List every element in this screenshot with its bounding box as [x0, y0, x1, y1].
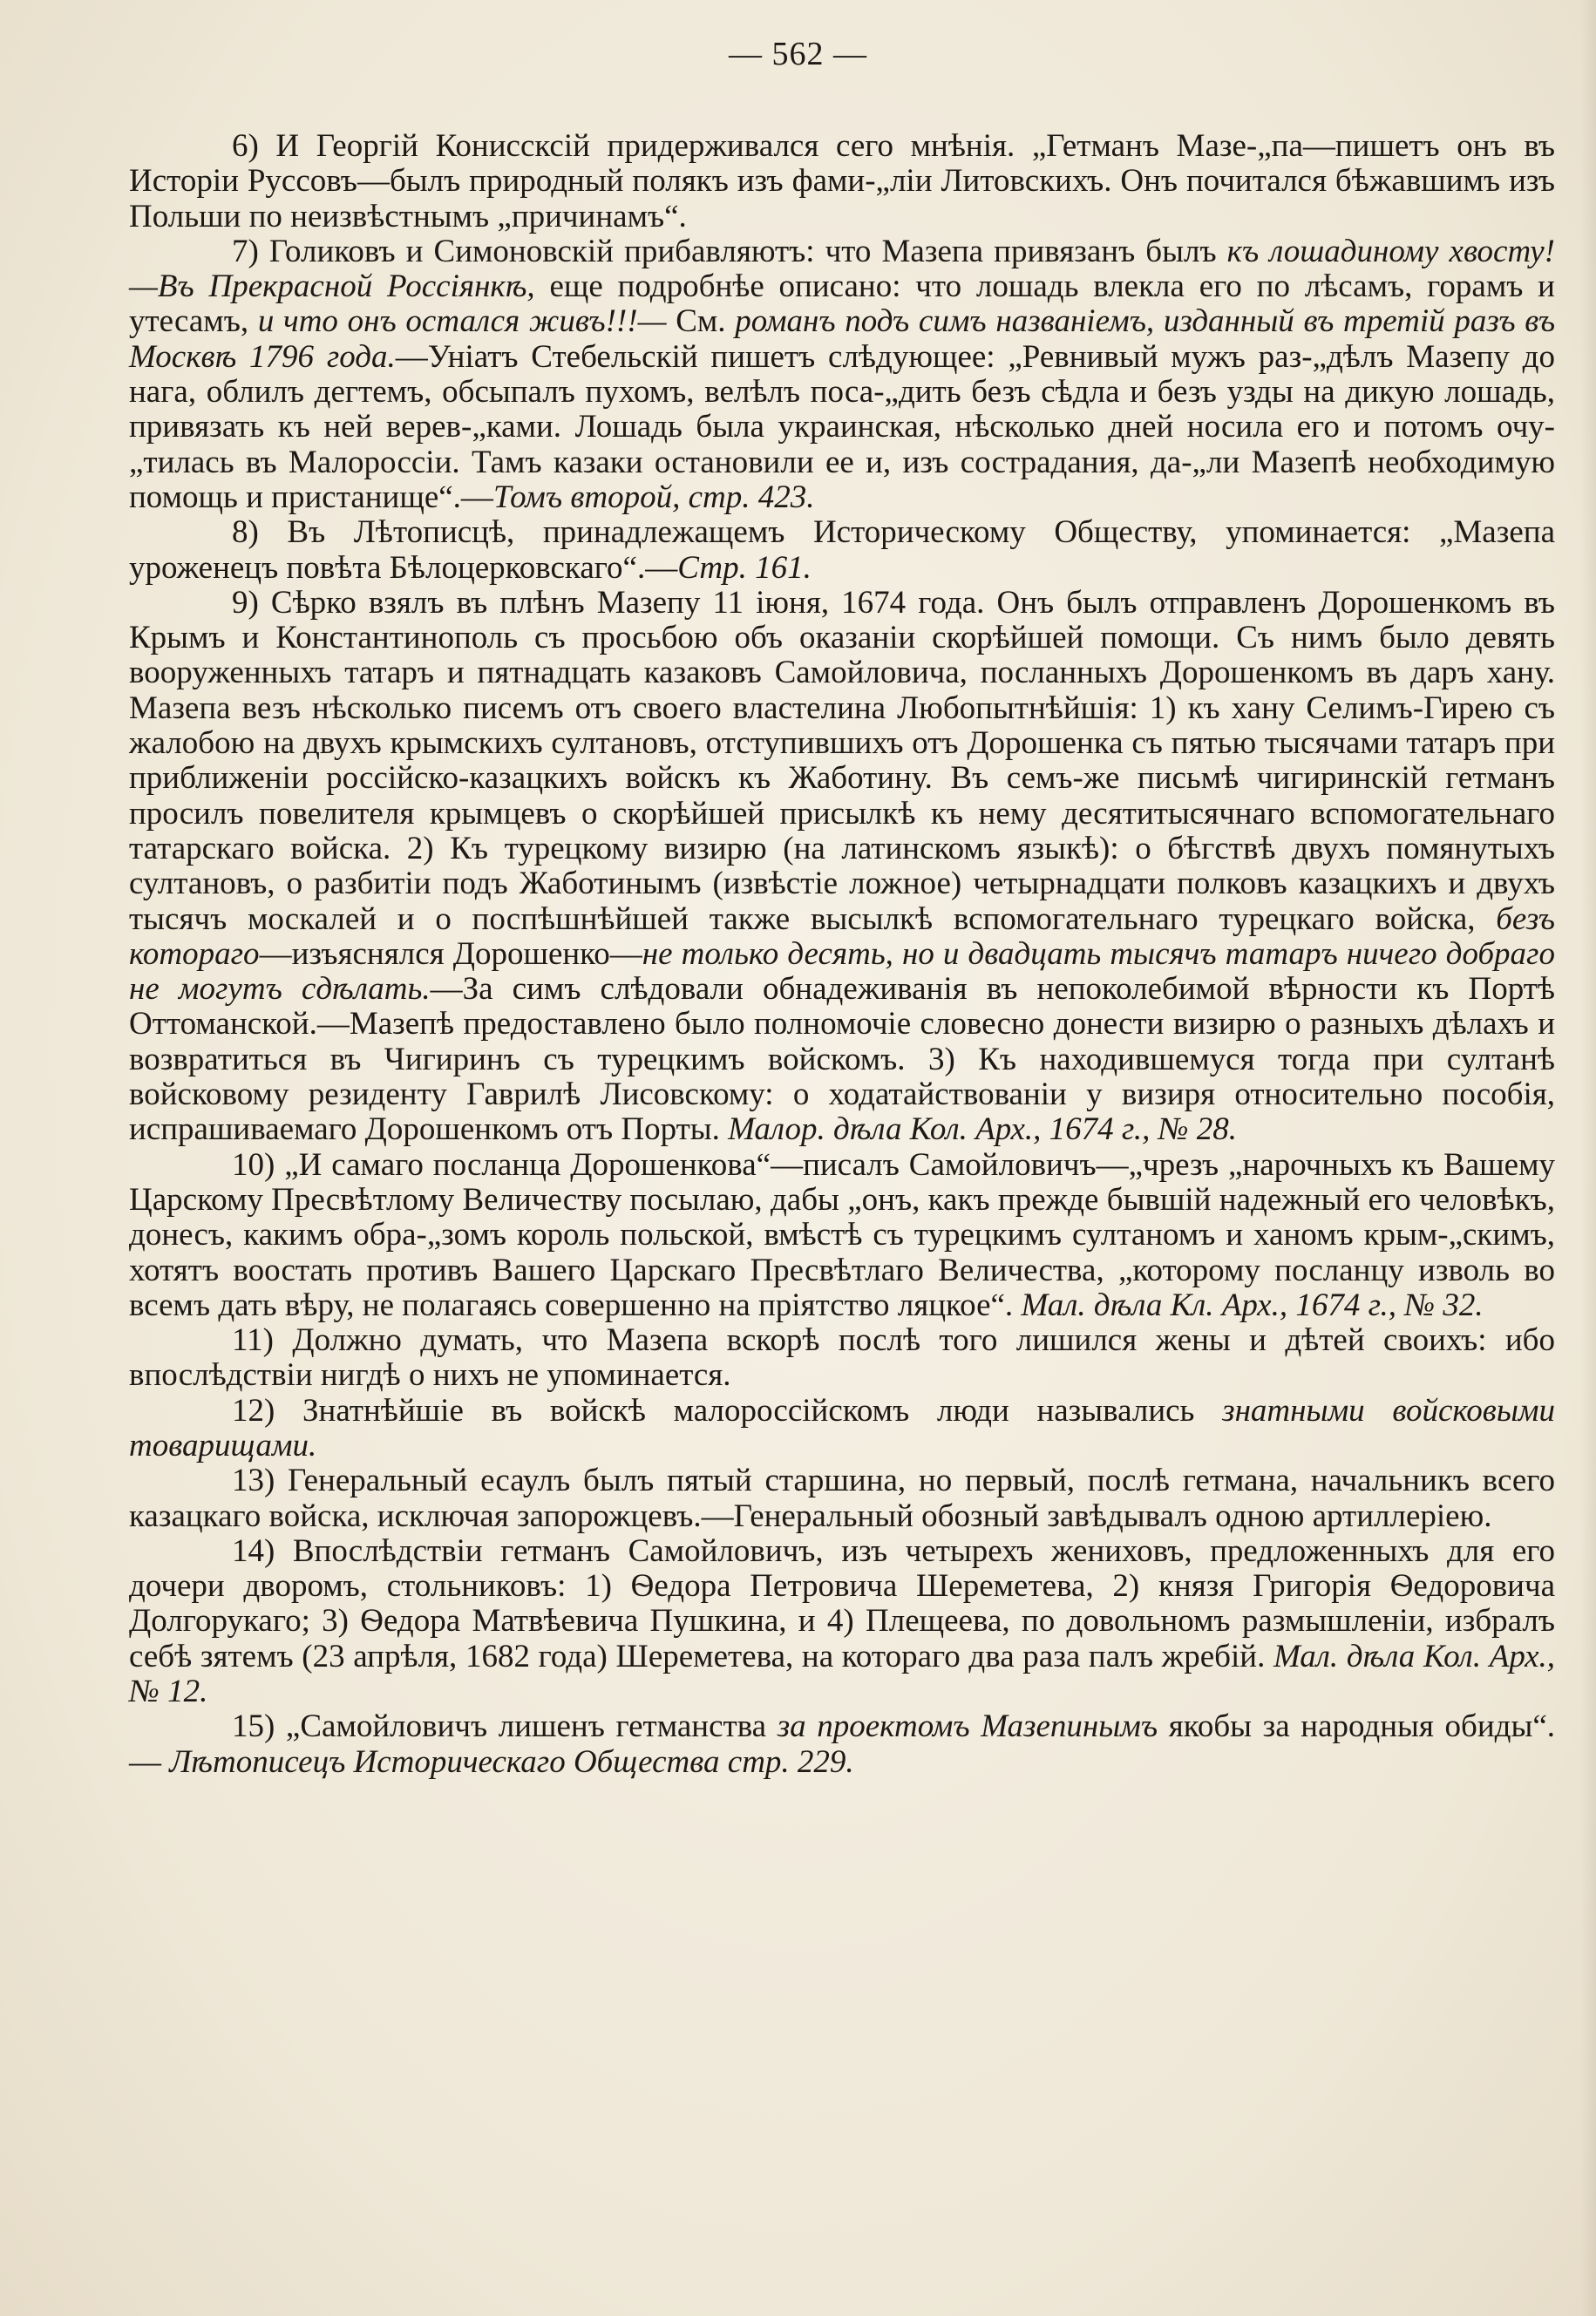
footnote-text: 10) „И самаго посланца Дорошенкова“—писалъ Самойловичъ—„чрезъ „нарочныхъ къ Вашему Царскому Пресвѣтлому Величеству посылаю, дабы „онъ, какъ прежде бывшій надежный его человѣкъ, донесъ, какимъ обра-„зомъ король польской, вмѣстѣ съ турецкимъ султаномъ и ханомъ крым-„скимъ, хотятъ воостать противъ Вашего Царскаго Пресвѣтлаго Величества, „которому посланцу изволь во всемъ дать вѣру, не полагаясь совершенно на пріятство ляцкое“.: [129, 1146, 1555, 1323]
citation-italic: Томъ второй, стр. 423.: [492, 479, 815, 515]
citation-italic: Лѣтописецъ Историческаго Общества стр. 229.: [169, 1743, 854, 1780]
footnote-11: [129, 1323, 1555, 1394]
footnote-text: 12) Знатнѣйшіе въ войскѣ малороссійскомъ люди назывались: [232, 1392, 1223, 1429]
footnote-8: [129, 515, 1555, 586]
citation-italic: знатными войсковыми товарищами.: [129, 1392, 1555, 1464]
footnote-12: [129, 1394, 1555, 1464]
citation-italic: Малор. дѣла Кол. Арх., 1674 г., № 28.: [728, 1111, 1237, 1148]
footnote-text: —Уніатъ Стебельскій пишетъ слѣдующее: „Ревнивый мужъ раз-„дѣлъ Мазепу до нага, облилъ дегтемъ, обсыпалъ пухомъ, велѣлъ поса-„дить безъ сѣдла и безъ узды на дикую лошадь, привязать къ ней верев-„ками. Лошадь была украинская, нѣсколько дней носила его и потомъ очу-„тилась въ Малороссіи. Тамъ казаки остановили ее и, изъ сострадания, да-„ли Мазепѣ необходимую помощь и пристанище“.—: [129, 338, 1555, 515]
footnote-text: См.: [666, 303, 736, 340]
footnote-text: —За симъ слѣдовали обнадеживанія въ непоколебимой вѣрности къ Портѣ Оттоманской.—Мазепѣ предоставлено было полномочіе словесно донести визирю о разныхъ дѣлахъ и возвратиться въ Чигиринъ съ турецкимъ войскомъ. 3) Къ находившемуся тогда при султанѣ войсковому резиденту Гаврилѣ Лисовскому: о ходатайствованіи у визиря относительно пособія, испрашиваемаго Дорошенкомъ отъ Порты.: [129, 971, 1555, 1148]
page-edge-shadow: [1580, 0, 1596, 2316]
footnote-text: 13) Генеральный есаулъ былъ пятый старшина, но первый, послѣ гетмана, начальникъ всего казацкаго войска, исключая запорожцевъ.—Генеральный обозный завѣдывалъ одною артиллеріею.: [129, 1463, 1555, 1534]
citation-italic: Мал. дѣла Кол. Арх., № 12.: [129, 1638, 1555, 1710]
footnote-text: —изъяснялся Дорошенко—: [259, 935, 642, 972]
footnote-15: [129, 1709, 1555, 1780]
citation-italic: Мал. дѣла Кл. Арх., 1674 г., № 32.: [1021, 1287, 1484, 1323]
footnote-text: 14) Впослѣдствіи гетманъ Самойловичъ, изъ четырехъ жениховъ, предложенныхъ для его дочери дворомъ, стольниковъ: 1) Ѳедора Петровича Шереметева, 2) князя Григорія Ѳедоровича Долгорукаго; 3) Ѳедора Матвѣевича Пушкина, и 4) Плещеева, по довольномъ размышленіи, избралъ себѣ зятемъ (23 апрѣля, 1682 года) Шереметева, на котораго два раза палъ жребій.: [129, 1532, 1555, 1674]
footnote-6: [129, 129, 1555, 234]
notes-column: [129, 129, 1555, 1780]
footnote-text: якобы за народныя обиды“. —: [129, 1708, 1556, 1780]
footnote-13: [129, 1464, 1555, 1534]
citation-italic: Стр. 161.: [677, 549, 812, 586]
footnote-10: [129, 1148, 1555, 1323]
citation-italic: романъ подъ симъ названіемъ, изданный въ третій разъ въ Москвѣ 1796 года.: [129, 303, 1556, 375]
footnote-text: 9) Сѣрко взялъ въ плѣнъ Мазепу 11 іюня, 1674 года. Онъ былъ отправленъ Дорошенкомъ въ Крымъ и Константинополь съ просьбою объ оказаніи скорѣйшей помощи. Съ нимъ было девять вооруженныхъ татаръ и пятнадцать казаковъ Самойловича, посланныхъ Дорошенкомъ въ даръ хану. Мазепа везъ нѣсколько писемъ отъ своего властелина Любопытнѣйшія: 1) къ хану Селимъ-Гирею съ жалобою на двухъ крымскихъ султановъ, отступившихъ отъ Дорошенка съ пятью тысячами татаръ при приближеніи россійско-казацкихъ войскъ къ Жаботину. Въ семъ-же письмѣ чигиринскій гетманъ просилъ повелителя крымцевъ о скорѣйшей присылкѣ къ нему десятитысячнаго вспомогательнаго татарскаго войска. 2) Къ турецкому визирю (на латинскомъ языкѣ): о бѣгствѣ двухъ помянутыхъ султановъ, о разбитіи подъ Жаботинымъ (извѣстіе ложное) четырнадцати полковъ казацкихъ и двухъ тысячъ москалей и о поспѣшнѣйшей также высылкѣ вспомогательнаго турецкаго войска,: [129, 584, 1555, 937]
citation-italic: и что онъ остался живъ!!!—: [257, 303, 667, 340]
page-number: — 562 —: [729, 36, 867, 72]
citation-italic: за проектомъ Мазепинымъ: [777, 1708, 1158, 1745]
footnote-text: 7) Голиковъ и Симоновскій прибавляютъ: что Мазепа привязанъ былъ: [232, 233, 1227, 269]
footnote-text: еще подробнѣе описано: что лошадь влекла его по лѣсамъ, горамъ и утесамъ,: [129, 268, 1555, 340]
citation-italic: къ лошадиному хвосту! —Въ Прекрасной Россіянкѣ,: [129, 233, 1556, 305]
footnote-text: 6) И Георгій Кониссксій придерживался сего мнѣнія. „Гетманъ Мазе-„па—пишетъ онъ въ Исторіи Руссовъ—былъ природный полякъ изъ фами-„ліи Литовскихъ. Онъ почитался бѣжавшимъ изъ Польши по неизвѣстнымъ „причинамъ“.: [129, 128, 1555, 234]
footnote-text: 15) „Самойловичъ лишенъ гетманства: [232, 1708, 778, 1745]
footnote-text: 11) Должно думать, что Мазепа вскорѣ послѣ того лишился жены и дѣтей своихъ: ибо впослѣдствіи нигдѣ о нихъ не упоминается.: [129, 1322, 1555, 1394]
footnote-9: [129, 586, 1555, 1148]
citation-italic: не только десять, но и двадцать тысячъ татаръ ничего добраго не могутъ сдѣлать.: [129, 935, 1555, 1008]
citation-italic: безъ котораго: [129, 900, 1555, 972]
footnote-text: 8) Въ Лѣтописцѣ, принадлежащемъ Историческому Обществу, упоминается: „Мазепа уроженецъ повѣта Бѣлоцерковскаго“.—: [129, 514, 1555, 586]
footnote-14: [129, 1534, 1555, 1709]
footnote-7: [129, 234, 1555, 515]
